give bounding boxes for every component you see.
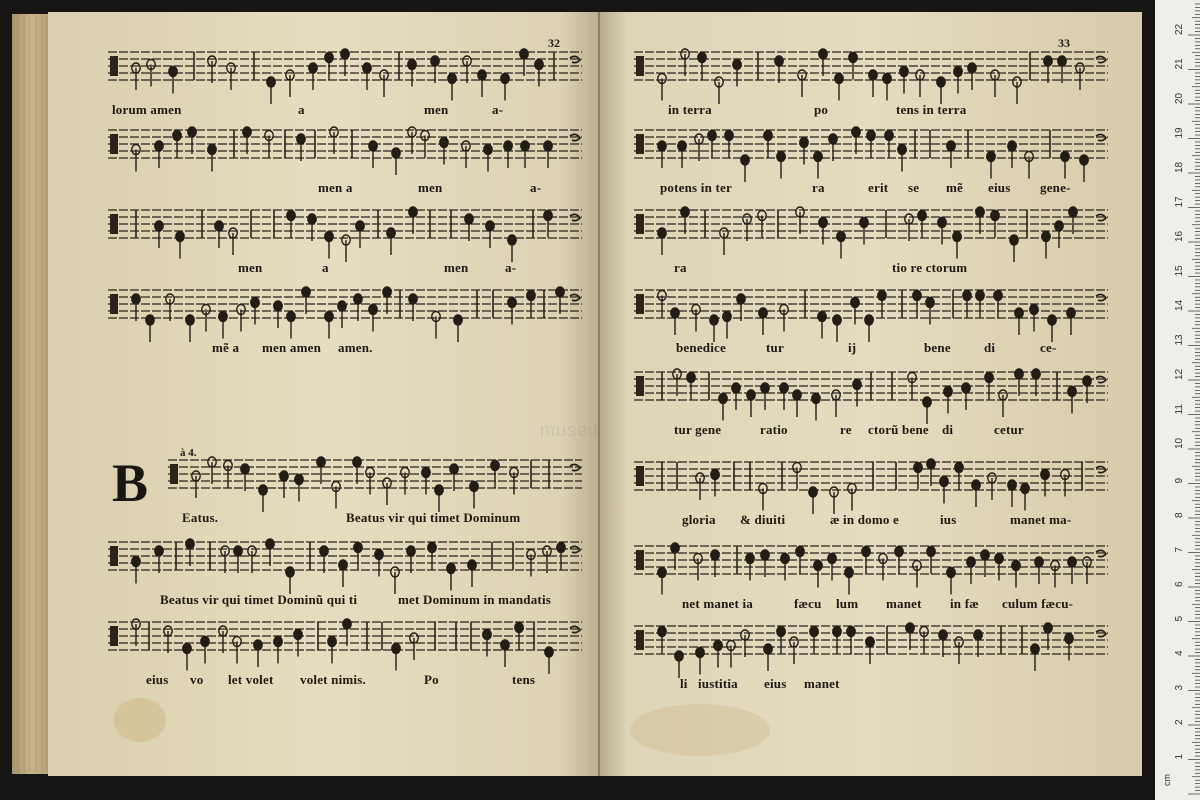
lyric-syllable: ius (940, 512, 957, 527)
clef (636, 466, 644, 486)
ruler-number: 18 (1174, 161, 1185, 173)
lyric-syllable: men a (318, 180, 353, 195)
lyric-syllable: Beatus vir qui timet Dominum (346, 510, 521, 525)
lyric-syllable: eius (988, 180, 1011, 195)
lyric-syllable: tio re ctorum (892, 260, 968, 275)
clef (636, 56, 644, 76)
clef (110, 626, 118, 646)
lyric-syllable: eius (764, 676, 787, 691)
lyric-syllable: tens in terra (896, 102, 967, 117)
lyric-syllable: let volet (228, 672, 274, 687)
ruler-number: 20 (1174, 92, 1185, 104)
ruler-unit: cm (1162, 774, 1172, 786)
lyric-syllable: men (444, 260, 469, 275)
lyric-syllable: lorum amen (112, 102, 182, 117)
left-page (48, 12, 600, 776)
ruler-number: 2 (1174, 719, 1185, 725)
ruler-number: 13 (1174, 334, 1185, 346)
clef (110, 546, 118, 566)
ruler-number: 1 (1174, 753, 1185, 760)
ruler-number: 15 (1174, 265, 1185, 277)
lyric-syllable: ra (674, 260, 687, 275)
lyric-syllable: in terra (668, 102, 712, 117)
lyric-syllable: se (908, 180, 920, 195)
lyric-syllable: erit (868, 180, 889, 195)
lyric-syllable: a (298, 102, 305, 117)
ruler-number: 8 (1174, 512, 1185, 518)
ruler-number: 12 (1174, 368, 1185, 380)
lyric-syllable: men (418, 180, 443, 195)
lyric-syllable: gloria (682, 512, 716, 527)
lyric-syllable: Beatus vir qui timet Dominũ qui ti (160, 592, 358, 607)
clef (636, 376, 644, 396)
ruler-number: 11 (1174, 404, 1185, 415)
lyric-syllable: volet nimis. (300, 672, 366, 687)
ruler-number: 5 (1174, 615, 1185, 622)
ruler-number: 3 (1174, 684, 1185, 691)
clef (110, 56, 118, 76)
lyric-syllable: ctorũ bene (868, 422, 929, 437)
lyric-syllable: di (984, 340, 996, 355)
lyric-syllable: mẽ (946, 180, 963, 195)
lyric-syllable: culum fæcu- (1002, 596, 1074, 611)
lyric-syllable: ij (848, 340, 857, 355)
lyric-syllable: ratio (760, 422, 788, 437)
decorated-initial: B (112, 453, 149, 513)
clef (110, 214, 118, 234)
lyric-syllable: manet (886, 596, 922, 611)
clef (636, 134, 644, 154)
clef (636, 550, 644, 570)
lyric-syllable: met Dominum in mandatis (398, 592, 552, 607)
lyric-syllable: manet (804, 676, 840, 691)
ruler-number: 14 (1174, 299, 1185, 311)
lyric-syllable: re (840, 422, 852, 437)
lyric-syllable: di (942, 422, 954, 437)
ruler-number: 9 (1174, 477, 1185, 484)
lyric-syllable: vo (190, 672, 204, 687)
lyric-syllable: Eatus. (182, 510, 219, 525)
lyric-syllable: tur gene (674, 422, 722, 437)
clef (110, 134, 118, 154)
lyric-syllable: men (424, 102, 449, 117)
page-number-right: 33 (1058, 36, 1070, 50)
lyric-syllable: a- (505, 260, 517, 275)
measuring-ruler (1155, 0, 1200, 800)
ruler-number: 10 (1174, 437, 1185, 449)
lyric-syllable: a (322, 260, 329, 275)
lyric-syllable: a- (492, 102, 504, 117)
clef (110, 294, 118, 314)
lyric-syllable: gene- (1040, 180, 1071, 195)
lyric-syllable: benedice (676, 340, 726, 355)
ruler-number: 7 (1174, 546, 1185, 553)
lyric-syllable: tur (766, 340, 784, 355)
lyric-syllable: iustitia (698, 676, 738, 691)
lyric-syllable: po (814, 102, 829, 117)
clef (636, 630, 644, 650)
watermark: museu (540, 420, 600, 440)
lyric-syllable: men amen (262, 340, 322, 355)
clef (636, 294, 644, 314)
clef (636, 214, 644, 234)
ruler-number: 22 (1174, 23, 1185, 35)
lyric-syllable: lum (836, 596, 859, 611)
lyric-syllable: bene (924, 340, 951, 355)
lyric-syllable: potens in ter (660, 180, 732, 195)
ruler-number: 21 (1174, 58, 1185, 70)
lyric-syllable: ce- (1040, 340, 1057, 355)
voice-count-label: à 4. (180, 447, 197, 459)
lyric-syllable: Po (424, 672, 439, 687)
clef (170, 464, 178, 484)
ruler-number: 19 (1174, 127, 1185, 139)
ruler-number: 16 (1174, 230, 1185, 242)
ruler-number: 17 (1174, 196, 1185, 208)
lyric-syllable: net manet ia (682, 596, 753, 611)
lyric-syllable: cetur (994, 422, 1024, 437)
lyric-syllable: men (238, 260, 263, 275)
lyric-syllable: a- (530, 180, 542, 195)
lyric-syllable: in fæ (950, 596, 979, 611)
lyric-syllable: eius (146, 672, 169, 687)
page-number-left: 32 (548, 36, 560, 50)
lyric-syllable: mẽ a (212, 340, 240, 355)
lyric-syllable: & diuiti (740, 512, 786, 527)
lyric-syllable: ra (812, 180, 825, 195)
lyric-syllable: li (680, 676, 688, 691)
ruler-number: 6 (1174, 581, 1185, 587)
lyric-syllable: amen. (338, 340, 373, 355)
ruler-number: 4 (1174, 650, 1185, 656)
lyric-syllable: fæcu (794, 596, 822, 611)
lyric-syllable: tens (512, 672, 536, 687)
lyric-syllable: æ in domo e (830, 512, 900, 527)
lyric-syllable: manet ma- (1010, 512, 1072, 527)
